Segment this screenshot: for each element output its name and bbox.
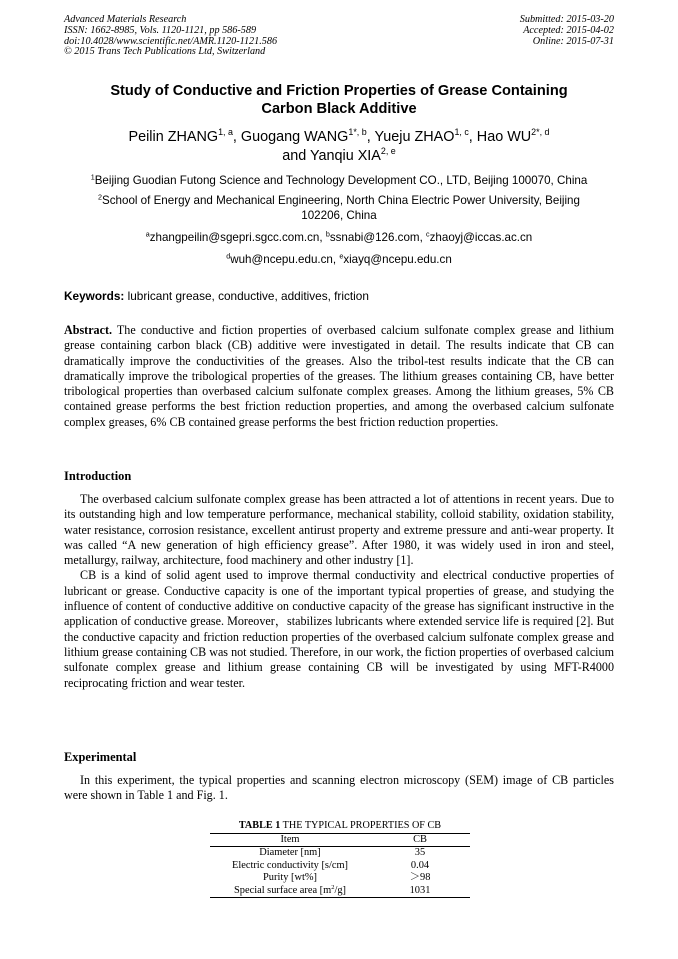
- email-address: xiayq@ncepu.edu.cn: [343, 253, 452, 266]
- affiliation-line: 102206, China: [301, 208, 377, 222]
- affiliation-line: [64, 194, 614, 209]
- properties-table: [210, 833, 470, 898]
- author-line: [64, 128, 614, 147]
- abstract: [64, 323, 614, 430]
- email-address: zhaoyj@iccas.ac.cn: [429, 231, 533, 244]
- table-row: [210, 885, 470, 898]
- author-sup: 1, c: [454, 127, 469, 138]
- email-line-1: [64, 231, 614, 246]
- column-header: CB: [370, 834, 470, 847]
- table-cell-value: ＞98: [409, 872, 431, 884]
- doi-line: doi:10.4028/www.scientific.net/AMR.1120-1121.586: [64, 35, 278, 47]
- author-sup: 2*, d: [531, 127, 550, 138]
- submitted-date: Submitted: 2015-03-20: [519, 14, 614, 25]
- journal-name: Advanced Materials Research: [64, 14, 187, 25]
- affiliation-1: [64, 174, 614, 189]
- email-address: wuh@ncepu.edu.cn,: [230, 253, 340, 266]
- author-sup: 2, e: [380, 146, 396, 157]
- table-cell-item: Purity [wt%]: [263, 872, 317, 884]
- email-address: zhangpeilin@sgepri.sgcc.com.cn,: [149, 231, 326, 244]
- author-name: Yueju ZHAO: [374, 129, 455, 145]
- section-heading-experimental: Experimental: [64, 750, 137, 764]
- keywords: [64, 289, 369, 303]
- abstract-text: The conductive and fiction properties of overbased calcium sulfonate complex grease and lithium grease containing carbon black (CB) additive were investigated in detail. The results indicate that CB can dramatically improve the conductivities of the greases. Also the tribol-test results indicate that the CB can dramatically improve the tribological properties of the greases. The lithium greases containing CB, have better tribological properties than overbased calcium sulfonate complex greases. Among the lithium greases, 5% CB contained grease performs the best friction reduction properties, and among the overbased calcium sulfonate complex greases, 6% CB contained grease performs the best friction reduction properties.: [64, 323, 614, 429]
- author-name: Hao WU: [476, 129, 532, 145]
- title-line: Carbon Black Additive: [261, 101, 417, 117]
- title-line: Study of Conductive and Friction Properties of Grease Containing: [110, 83, 568, 99]
- item-sup: 2: [331, 883, 335, 891]
- table-cell-value: 0.04: [410, 859, 430, 871]
- email-sup: c: [426, 229, 430, 239]
- author-sep: ,: [232, 129, 241, 145]
- keywords-label: Keywords:: [64, 289, 125, 303]
- author-sup: 1*, b: [348, 127, 367, 138]
- abstract-paragraph: [64, 323, 614, 430]
- table-caption-text: THE TYPICAL PROPERTIES OF CB: [280, 820, 442, 831]
- author-sep: ,: [468, 129, 477, 145]
- author-line: [64, 147, 614, 166]
- paper-title: [64, 82, 614, 118]
- column-header: Item: [210, 834, 370, 847]
- table-caption: [210, 820, 470, 831]
- affiliation-text: School of Energy and Mechanical Engineering, North China Electric Power University, Beijing: [102, 194, 580, 207]
- table-cell-value: 1031: [370, 885, 470, 898]
- introduction-body: [64, 492, 614, 691]
- abstract-label: Abstract.: [64, 323, 113, 337]
- paragraph: The overbased calcium sulfonate complex grease has been attracted a lot of attentions in recent years. Due to its outstanding high and low temperature performance, mechanical stability, colloid stability, oxidation stability, water resistance, corrosion resistance, excellent antirust property and extreme pressure and anti-wear property. It was called “A new generation of high efficiency grease”. After 1980, it was widely used in iron and steel, metallurgy, railway, architecture, food machinery and other industry [1].: [64, 492, 614, 568]
- author-name: Guogang WANG: [240, 129, 349, 145]
- section-heading-introduction: Introduction: [64, 469, 132, 483]
- table-cell-item: [210, 885, 370, 898]
- item-text: Special surface area [m: [234, 884, 332, 896]
- email-sup: d: [226, 251, 231, 261]
- table-row: [210, 847, 470, 860]
- author-name: Peilin ZHANG: [128, 129, 219, 145]
- email-sup: a: [145, 229, 150, 239]
- affiliation-number: 1: [90, 172, 95, 182]
- table-row: [210, 860, 470, 872]
- table-header-row: [210, 834, 470, 847]
- copyright-line: © 2015 Trans Tech Publications Ltd, Switzerland: [64, 46, 266, 58]
- issn-line: ISSN: 1662-8985, Vols. 1120-1121, pp 586-589: [64, 24, 257, 36]
- table-cell-item: Diameter [nm]: [259, 847, 321, 859]
- email-line-2: [64, 253, 614, 268]
- experimental-body: [64, 773, 614, 804]
- author-list: [64, 128, 614, 166]
- affiliation-text: Beijing Guodian Futong Science and Technology Development CO., LTD, Beijing 100070, China: [94, 174, 588, 187]
- paragraph: In this experiment, the typical properties and scanning electron microscopy (SEM) image of CB particles were shown in Table 1 and Fig. 1.: [64, 773, 614, 803]
- table-cell-value: 35: [414, 847, 426, 859]
- author-name: and Yanqiu XIA: [282, 148, 381, 164]
- author-sep: ,: [366, 129, 375, 145]
- email-sup: e: [339, 251, 344, 261]
- dates-header: [520, 15, 614, 47]
- table-row: [210, 872, 470, 884]
- author-sup: 1, a: [218, 127, 233, 138]
- table-caption-label: TABLE 1: [238, 820, 281, 831]
- journal-header: [64, 15, 277, 58]
- accepted-date: Accepted: 2015-04-02: [523, 24, 614, 36]
- table-cell-item: Electric conductivity [s/cm]: [232, 859, 348, 871]
- keywords-text: lubricant grease, conductive, additives, friction: [124, 289, 369, 303]
- paragraph: CB is a kind of solid agent used to improve thermal conductivity and electrical conductive properties of lubricant or grease. Conductive capacity is one of the important typical properties of grease, and studying the influence of content of conductive additive on conductive capacity of the grease has significant instructive in the application of conductive grease. Moreover，stabilizes lubricants where extended service life is required [2]. But the conductive capacity and friction reduction properties of the overbased calcium sulfonate complex grease and lithium grease containing CB was not studied. Therefore, in our work, the fiction properties of overbased calcium sulfonate complex grease and lithium grease containing CB will be investigated by using MFT-R4000 reciprocating friction and wear tester.: [64, 568, 614, 690]
- online-date: Online: 2015-07-31: [532, 35, 614, 47]
- email-address: ssnabi@126.com,: [329, 231, 427, 244]
- affiliation-number: 2: [98, 192, 103, 202]
- email-sup: b: [325, 229, 330, 239]
- affiliation-2: [64, 194, 614, 223]
- item-text: /g]: [334, 884, 346, 896]
